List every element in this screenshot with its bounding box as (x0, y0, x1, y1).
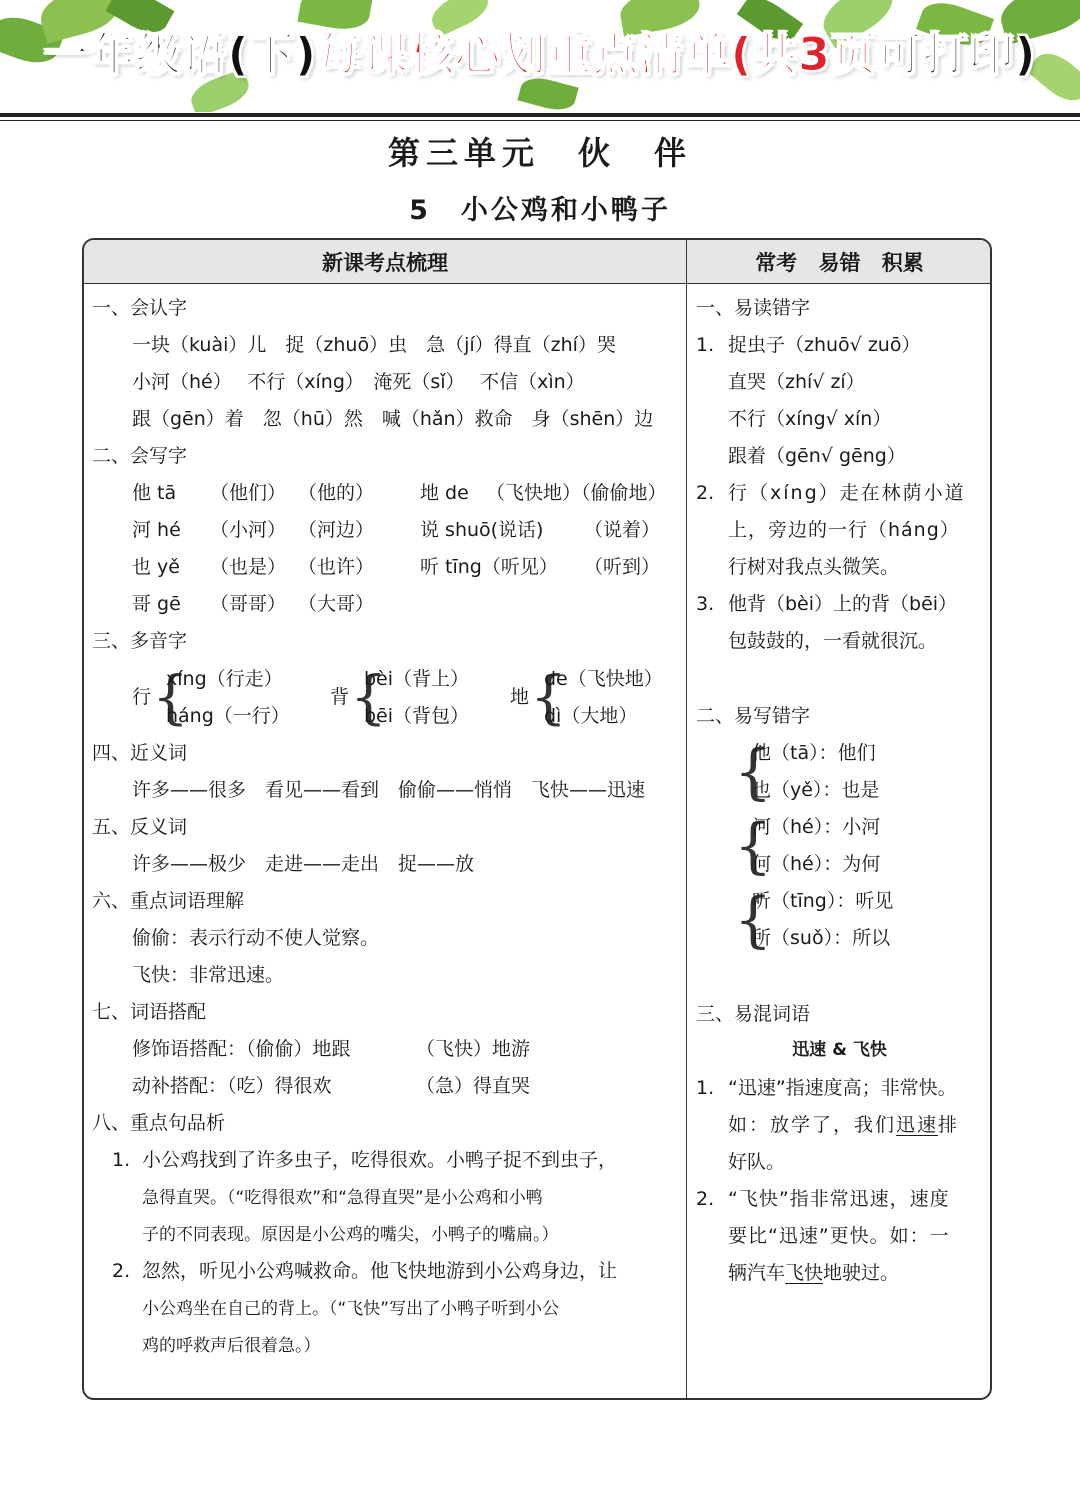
polyphone-reading: xíng（行走） (166, 668, 283, 690)
synonyms-text: 许多——很多 看见——看到 偷偷——悄悄 飞快——迅速 (132, 779, 646, 801)
banner-title-part3: 页 (830, 28, 877, 81)
miswrite-line: 听（tīng）：听见 (752, 890, 894, 912)
confusable-line: “飞快”指非常迅速，速度 (728, 1188, 950, 1210)
banner-title-part4: 可打印) (876, 28, 1037, 81)
item-number: 1. (696, 334, 715, 356)
section-heading-antonyms: 五、反义词 (92, 816, 188, 838)
confusable-text: 辆汽车 (728, 1262, 786, 1284)
section-heading-miswrite: 二、易写错字 (696, 705, 811, 727)
polyphone-reading: bèi（背上） (364, 668, 470, 690)
write-cell: 地 de (420, 482, 469, 504)
section-heading-word-meaning: 六、重点词语理解 (92, 890, 245, 912)
polyphone-reading: háng（一行） (166, 705, 290, 727)
word-meaning-line: 飞快：非常迅速。 (132, 964, 285, 986)
banner-title-part2: 每课核心划重点清单(共3 (316, 28, 831, 81)
polyphone-char: 背 (330, 686, 350, 708)
content-table (82, 238, 992, 1400)
header-rule (0, 113, 1080, 117)
brace-icon: { (734, 811, 773, 881)
word-meaning-line: 偷偷：表示行动不使人觉察。 (132, 927, 380, 949)
misread-line: 他背（bèi）上的背（bēi） (728, 593, 958, 615)
polyphone-char: 地 (510, 686, 530, 708)
item-number: 1. (696, 1077, 715, 1099)
left-column-header: 新课考点梳理 (322, 251, 448, 275)
section-heading-confusable: 三、易混词语 (696, 1003, 811, 1025)
section-heading-write: 二、会写字 (92, 445, 188, 467)
confusable-text: 如：放学了，我们 (728, 1114, 897, 1136)
misread-line: 不行（xíng√ xín） (728, 408, 892, 430)
confusable-line (728, 1262, 899, 1285)
misread-line: 行树对我点头微笑。 (728, 556, 900, 578)
item-number: 2. (696, 482, 715, 504)
write-cell: （大哥） (298, 593, 375, 615)
misread-line: 捉虫子（zhuō√ zuō） (728, 334, 921, 356)
recognize-row: 小河（hé） 不行（xíng） 淹死（sǐ） 不信（xìn） (132, 371, 585, 393)
write-cell: （哥哥） (210, 593, 287, 615)
write-cell: （河边） (298, 519, 375, 541)
confusable-text: 地驶过。 (823, 1262, 900, 1284)
item-number: 2. (696, 1188, 715, 1210)
write-cell: 也 yě (132, 556, 180, 578)
antonyms-text: 许多——极少 走进——走出 捉——放 (132, 853, 475, 875)
write-cell: 他 tā (132, 482, 177, 504)
miswrite-line: 他（tā）：他们 (752, 742, 876, 764)
confusable-line: 要比“迅速”更快。如：一 (728, 1225, 950, 1247)
polyphone-reading: de（飞快地） (544, 668, 663, 690)
confusable-subtitle: 迅速 & 飞快 (792, 1040, 887, 1060)
miswrite-line: 所（suǒ）：所以 (752, 927, 891, 949)
confusable-line: “迅速”指速度高；非常快。 (728, 1077, 957, 1099)
misread-line: 上，旁边的一行（háng） (728, 519, 960, 541)
polyphone-char: 行 (132, 686, 152, 708)
confusable-line (728, 1114, 959, 1137)
underlined-word: 迅速 (896, 1114, 939, 1136)
misread-line: 包鼓鼓的，一看就很沉。 (728, 630, 938, 652)
sentence-line: 小公鸡坐在自己的背上。（“飞快”写出了小鸭子听到小公 (142, 1299, 560, 1319)
confusable-line: 好队。 (728, 1151, 786, 1173)
sentence-line: 急得直哭。（“吃得很欢”和“急得直哭”是小公鸡和小鸭 (142, 1188, 543, 1208)
section-heading-polyphone: 三、多音字 (92, 630, 188, 652)
underlined-word: 飞快 (785, 1262, 824, 1284)
header-rule-thin (0, 120, 1080, 121)
write-cell: （也是） (210, 556, 287, 578)
section-heading-synonyms: 四、近义词 (92, 742, 188, 764)
write-cell: 哥 gē (132, 593, 181, 615)
misread-line: 跟着（gēn√ gēng） (728, 445, 906, 467)
sentence-line: 忽然，听见小公鸡喊救命。他飞快地游到小公鸡身边，让 (142, 1260, 618, 1282)
write-cell: 河 hé (132, 519, 181, 541)
brace-icon: { (734, 737, 773, 807)
write-cell: （飞快地）（偷偷地） (486, 482, 667, 504)
sentence-line: 小公鸡找到了许多虫子，吃得很欢。小鸭子捉不到虫子， (142, 1149, 618, 1171)
sentence-line: 鸡的呼救声后很着急。） (142, 1336, 321, 1356)
banner-title-part1: 一年级语(下) (43, 28, 317, 81)
banner-title (0, 28, 1080, 82)
write-cell: （小河） (210, 519, 287, 541)
recognize-row: 跟（gēn）着 忽（hū）然 喊（hǎn）救命 身（shēn）边 (132, 408, 654, 430)
write-cell: （听到） (584, 556, 661, 578)
write-cell: （他们） (210, 482, 287, 504)
confusable-text: 排 (938, 1114, 960, 1136)
sentence-number: 2. (112, 1260, 131, 1282)
brace-icon: { (530, 663, 567, 731)
write-cell: 说 shuō(说话) (420, 519, 544, 541)
section-heading-collocation: 七、词语搭配 (92, 1001, 207, 1023)
lesson-title: 5 小公鸡和小鸭子 (409, 195, 671, 226)
brace-icon: { (734, 885, 773, 955)
collocation-line: 修饰语搭配：（偷偷）地跟 (132, 1038, 351, 1060)
write-cell: （说着） (584, 519, 661, 541)
brace-icon: { (152, 663, 189, 731)
miswrite-line: 河（hé）：小河 (752, 816, 881, 838)
collocation-line: （飞快）地游 (416, 1038, 531, 1060)
table-header-row (84, 240, 990, 284)
sentence-line: 子的不同表现。原因是小公鸡的嘴尖，小鸭子的嘴扁。） (142, 1225, 559, 1245)
header-banner (0, 0, 1080, 112)
recognize-row: 一块（kuài）儿 捉（zhuō）虫 急（jí）得直（zhí）哭 (132, 334, 616, 356)
section-heading-misread: 一、易读错字 (696, 297, 811, 319)
brace-icon: { (350, 663, 387, 731)
write-cell: （也许） (298, 556, 375, 578)
right-column-header: 常考 易错 积累 (755, 251, 924, 275)
column-divider (686, 240, 687, 1398)
collocation-line: 动补搭配：（吃）得很欢 (132, 1075, 332, 1097)
misread-line: 行（xíng）走在林荫小道 (728, 482, 966, 504)
item-number: 3. (696, 593, 715, 615)
misread-line: 直哭（zhí√ zí） (728, 371, 865, 393)
write-cell: 听 tīng（听见） (420, 556, 558, 578)
miswrite-line: 也（yě）：也是 (752, 779, 880, 801)
section-heading-sentence-analysis: 八、重点句品析 (92, 1112, 226, 1134)
section-heading-recognize: 一、会认字 (92, 297, 188, 319)
write-cell: （他的） (298, 482, 375, 504)
sentence-number: 1. (112, 1149, 131, 1171)
miswrite-line: 何（hé）：为何 (752, 853, 881, 875)
polyphone-reading: bēi（背包） (364, 705, 470, 727)
unit-title: 第三单元 伙 伴 (387, 134, 692, 172)
polyphone-reading: dì（大地） (544, 705, 638, 727)
collocation-line: （急）得直哭 (416, 1075, 531, 1097)
